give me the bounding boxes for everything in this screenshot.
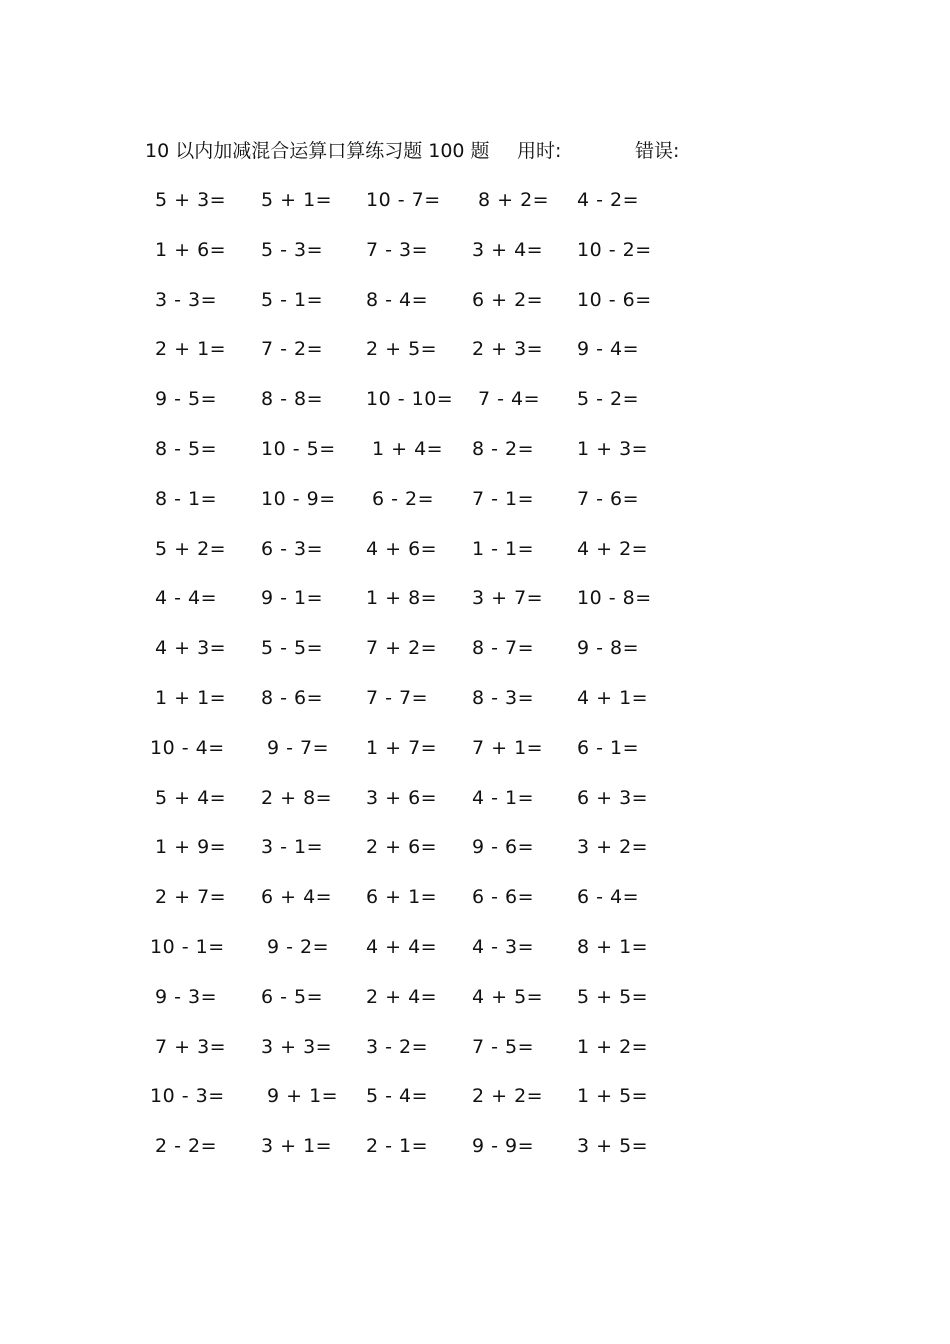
arithmetic-problem: 9 - 6= [472, 836, 535, 859]
arithmetic-problem: 8 - 7= [472, 637, 535, 660]
arithmetic-problem: 1 + 6= [155, 238, 227, 261]
arithmetic-problem: 7 - 2= [261, 338, 324, 361]
arithmetic-problem: 4 + 3= [155, 637, 227, 660]
arithmetic-problem: 2 + 6= [366, 836, 438, 859]
arithmetic-problem: 6 - 1= [577, 736, 640, 759]
arithmetic-problem: 10 - 1= [150, 936, 225, 958]
arithmetic-problem: 7 - 5= [472, 1035, 535, 1058]
arithmetic-problem: 10 - 3= [150, 1085, 225, 1108]
arithmetic-problem: 8 - 3= [472, 687, 535, 709]
arithmetic-problem: 1 - 1= [472, 537, 535, 560]
arithmetic-problem: 6 + 3= [577, 786, 649, 809]
arithmetic-problem: 1 + 5= [577, 1085, 649, 1108]
arithmetic-problem: 8 + 1= [577, 936, 649, 958]
arithmetic-problem: 8 - 5= [155, 438, 218, 460]
arithmetic-problem: 5 + 5= [577, 985, 649, 1008]
arithmetic-problem: 5 + 1= [261, 189, 333, 211]
arithmetic-problem: 8 - 6= [261, 687, 324, 709]
arithmetic-problem: 5 - 3= [261, 238, 324, 261]
arithmetic-problem: 4 - 2= [577, 189, 640, 211]
arithmetic-problem: 8 + 2= [478, 189, 550, 211]
time-used-label: 用时: [517, 140, 562, 162]
arithmetic-problem: 7 - 1= [472, 487, 535, 510]
arithmetic-problem: 10 - 5= [261, 438, 336, 460]
arithmetic-problem: 2 + 5= [366, 338, 438, 361]
arithmetic-problem: 4 + 6= [366, 537, 438, 560]
arithmetic-problem: 4 - 3= [472, 936, 535, 958]
arithmetic-problem: 2 + 8= [261, 786, 333, 809]
arithmetic-problem: 3 + 7= [472, 587, 544, 610]
arithmetic-problem: 3 - 2= [366, 1035, 429, 1058]
arithmetic-problem: 10 - 9= [261, 487, 336, 510]
arithmetic-problem: 7 + 3= [155, 1035, 227, 1058]
arithmetic-problem: 1 + 4= [372, 438, 444, 460]
arithmetic-problem: 3 + 3= [261, 1035, 333, 1058]
arithmetic-problem: 2 + 4= [366, 985, 438, 1008]
arithmetic-problem: 9 + 1= [267, 1085, 339, 1108]
arithmetic-problem: 10 - 6= [577, 288, 652, 311]
arithmetic-problem: 2 + 7= [155, 886, 227, 909]
arithmetic-problem: 5 - 1= [261, 288, 324, 311]
arithmetic-problem: 1 + 9= [155, 836, 227, 859]
arithmetic-problem: 7 - 6= [577, 487, 640, 510]
arithmetic-problem: 1 + 2= [577, 1035, 649, 1058]
arithmetic-problem: 9 - 4= [577, 338, 640, 361]
arithmetic-problem: 2 - 1= [366, 1135, 429, 1158]
arithmetic-problem: 1 + 8= [366, 587, 438, 610]
arithmetic-problem: 4 - 4= [155, 587, 218, 610]
arithmetic-problem: 8 - 2= [472, 438, 535, 460]
arithmetic-problem: 2 + 1= [155, 338, 227, 361]
arithmetic-problem: 7 - 7= [366, 687, 429, 709]
arithmetic-problem: 6 - 6= [472, 886, 535, 909]
arithmetic-problem: 3 + 2= [577, 836, 649, 859]
arithmetic-problem: 4 + 5= [472, 985, 544, 1008]
arithmetic-problem: 9 - 8= [577, 637, 640, 660]
arithmetic-problem: 5 + 3= [155, 189, 227, 211]
arithmetic-problem: 4 - 1= [472, 786, 535, 809]
arithmetic-problem: 8 - 4= [366, 288, 429, 311]
arithmetic-problem: 7 + 2= [366, 637, 438, 660]
arithmetic-problem: 1 + 7= [366, 736, 438, 759]
arithmetic-problem: 7 + 1= [472, 736, 544, 759]
arithmetic-problem: 3 - 3= [155, 288, 218, 311]
arithmetic-problem: 8 - 8= [261, 388, 324, 411]
worksheet-title: 10 以内加减混合运算口算练习题 100 题 [145, 140, 490, 162]
arithmetic-problem: 9 - 7= [267, 736, 330, 759]
arithmetic-problem: 6 + 2= [472, 288, 544, 311]
arithmetic-problem: 5 + 4= [155, 786, 227, 809]
arithmetic-problem: 9 - 5= [155, 388, 218, 411]
arithmetic-problem: 3 + 6= [366, 786, 438, 809]
arithmetic-problem: 2 - 2= [155, 1135, 218, 1158]
arithmetic-problem: 5 - 4= [366, 1085, 429, 1108]
arithmetic-problem: 6 - 2= [372, 487, 435, 510]
arithmetic-problem: 3 - 1= [261, 836, 324, 859]
arithmetic-problem: 4 + 1= [577, 687, 649, 709]
arithmetic-problem: 1 + 3= [577, 438, 649, 460]
arithmetic-problem: 4 + 2= [577, 537, 649, 560]
arithmetic-problem: 7 - 4= [478, 388, 541, 411]
arithmetic-problem: 9 - 3= [155, 985, 218, 1008]
arithmetic-problem: 9 - 9= [472, 1135, 535, 1158]
arithmetic-problem: 6 - 3= [261, 537, 324, 560]
arithmetic-problem: 3 + 5= [577, 1135, 649, 1158]
arithmetic-problem: 6 + 1= [366, 886, 438, 909]
arithmetic-problem: 10 - 7= [366, 189, 441, 211]
arithmetic-problem: 4 + 4= [366, 936, 438, 958]
arithmetic-problem: 5 - 5= [261, 637, 324, 660]
arithmetic-problem: 10 - 2= [577, 238, 652, 261]
arithmetic-problem: 9 - 2= [267, 936, 330, 958]
arithmetic-problem: 3 + 4= [472, 238, 544, 261]
arithmetic-problem: 2 + 2= [472, 1085, 544, 1108]
arithmetic-problem: 3 + 1= [261, 1135, 333, 1158]
arithmetic-problem: 8 - 1= [155, 487, 218, 510]
arithmetic-problem: 1 + 1= [155, 687, 227, 709]
error-count-label: 错误: [635, 140, 680, 162]
arithmetic-problem: 10 - 8= [577, 587, 652, 610]
arithmetic-problem: 10 - 10= [366, 388, 454, 411]
arithmetic-problem: 9 - 1= [261, 587, 324, 610]
arithmetic-problem: 6 - 5= [261, 985, 324, 1008]
arithmetic-problem: 2 + 3= [472, 338, 544, 361]
arithmetic-problem: 6 + 4= [261, 886, 333, 909]
arithmetic-problem: 5 - 2= [577, 388, 640, 411]
arithmetic-problem: 7 - 3= [366, 238, 429, 261]
arithmetic-problem: 6 - 4= [577, 886, 640, 909]
arithmetic-problem: 5 + 2= [155, 537, 227, 560]
arithmetic-problem: 10 - 4= [150, 736, 225, 759]
